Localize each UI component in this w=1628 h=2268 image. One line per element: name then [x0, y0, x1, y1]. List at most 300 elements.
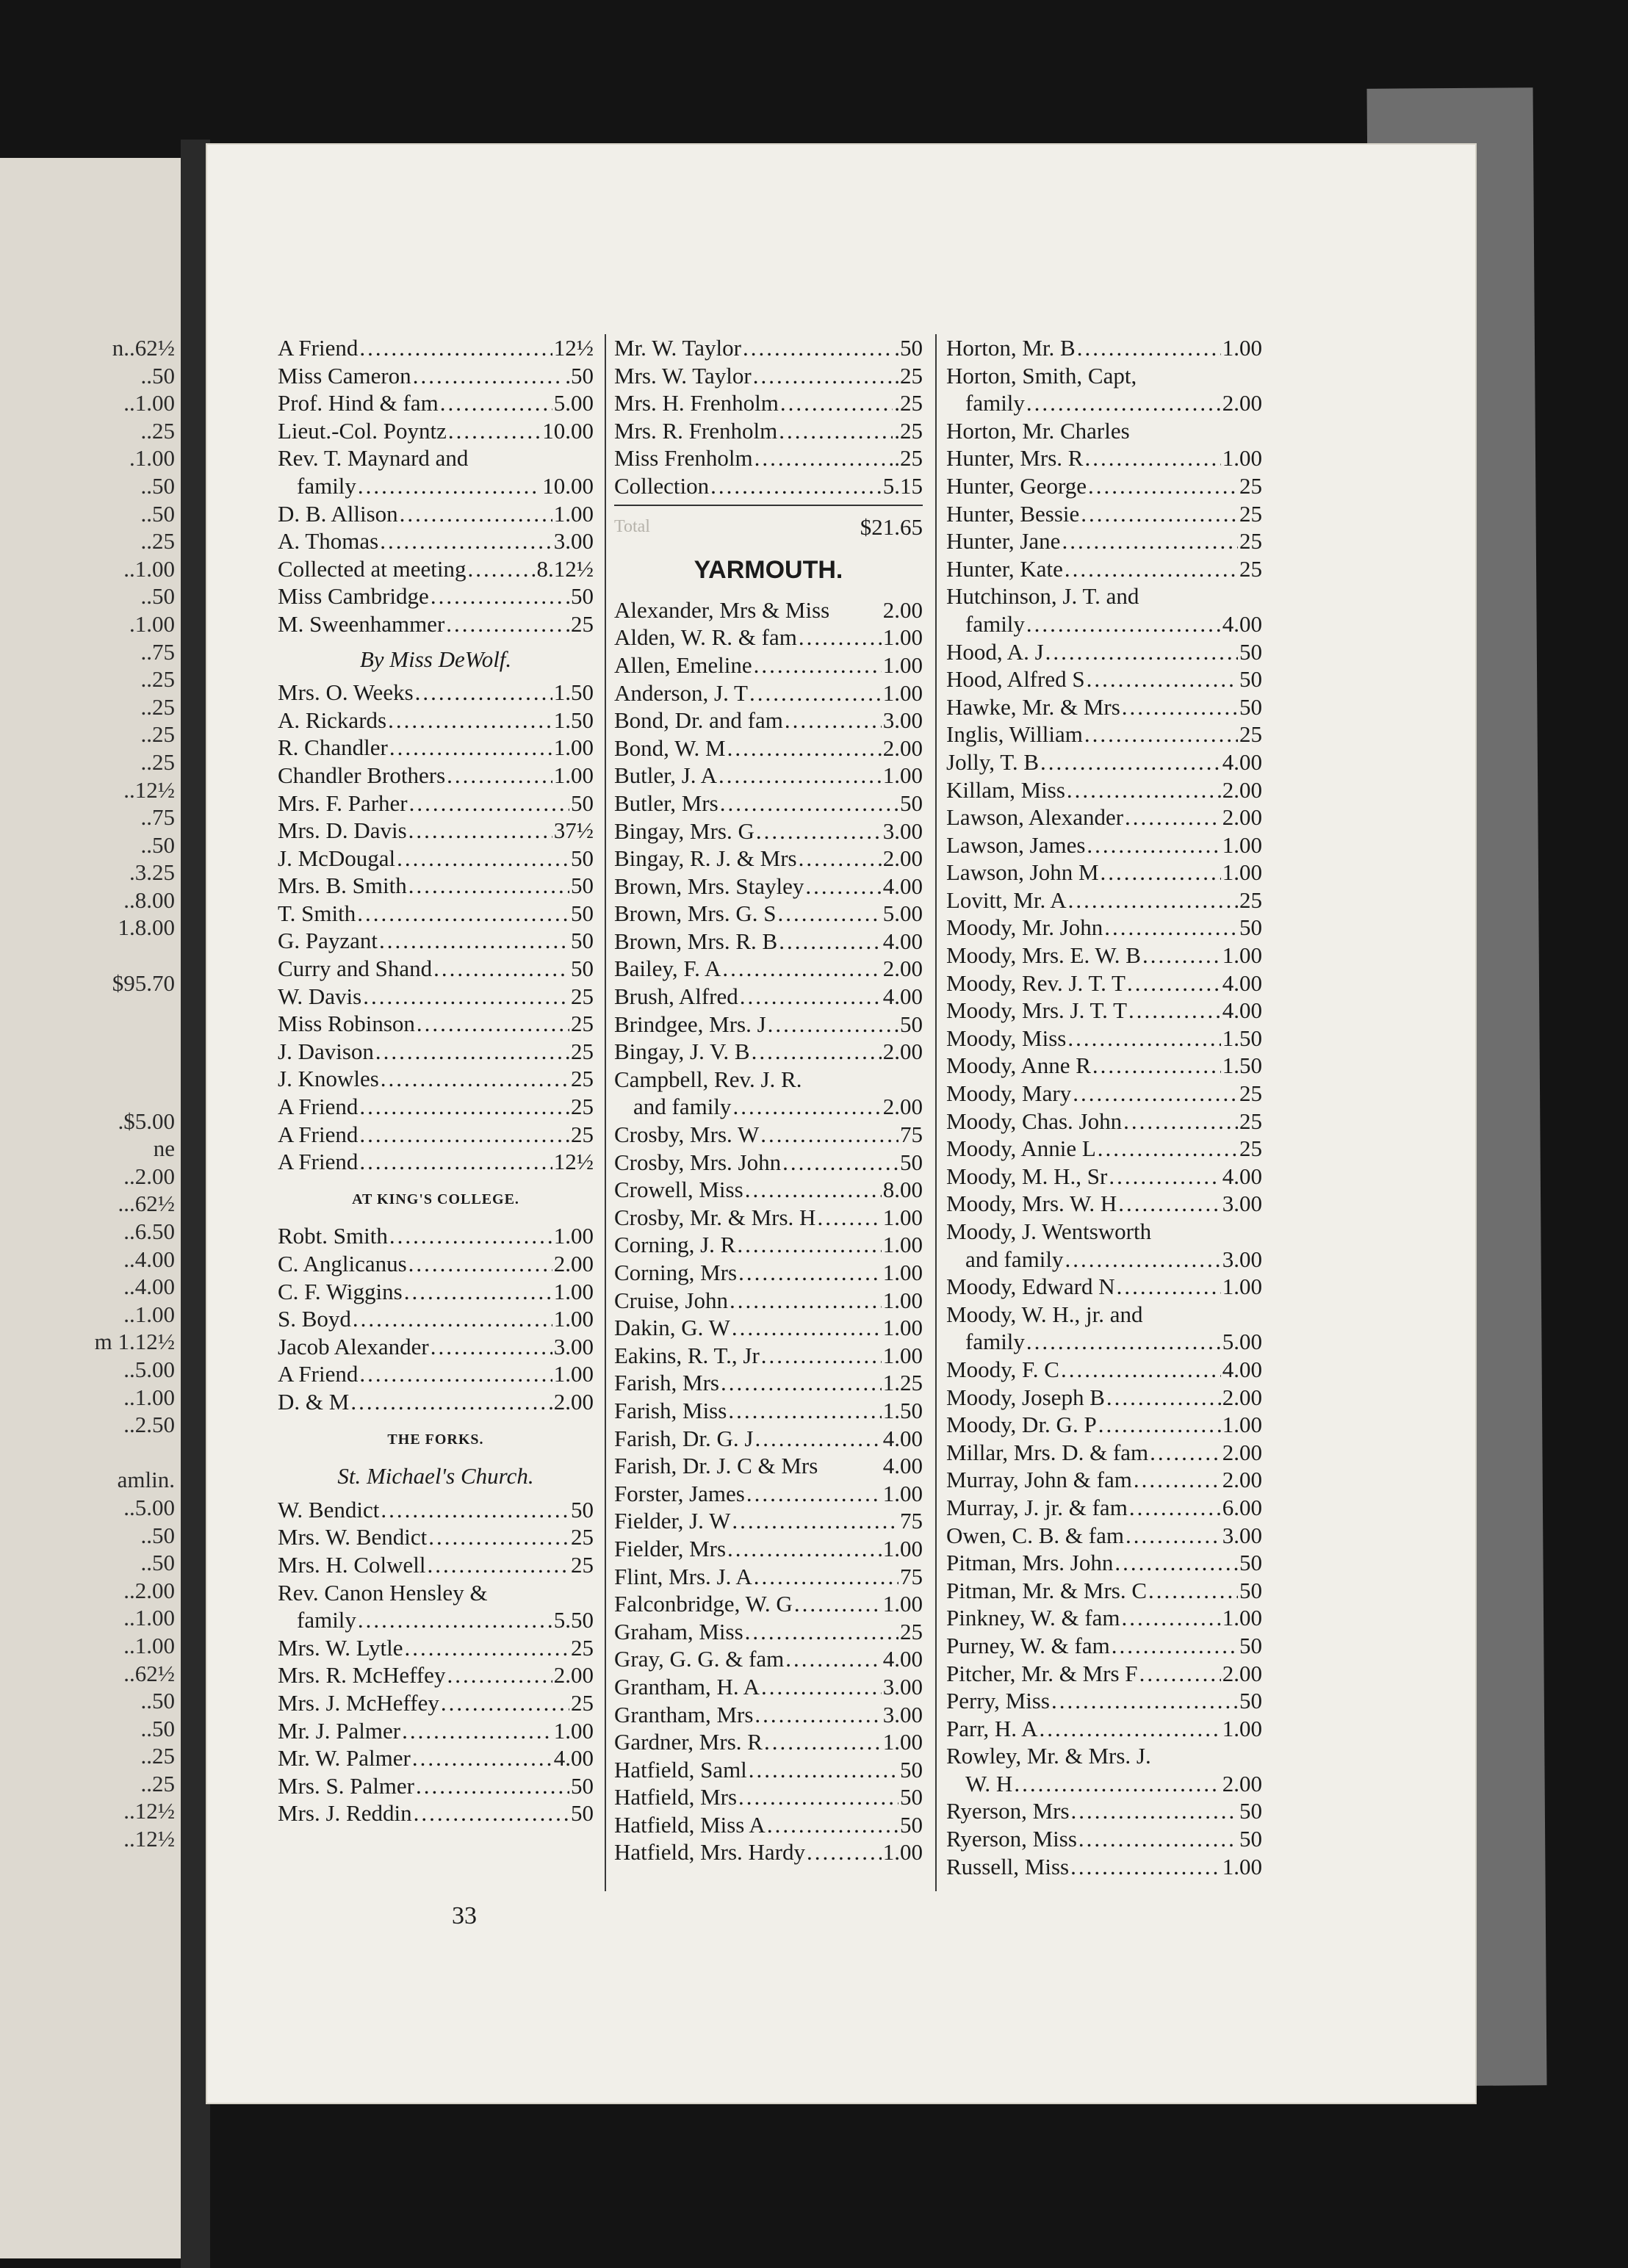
donor-entry [278, 707, 594, 734]
leader-dots [752, 1038, 882, 1066]
donor-name: W. Davis [278, 983, 362, 1009]
donor-name: Pitman, Mrs. John [946, 1550, 1114, 1576]
leader-dots [1122, 1604, 1221, 1632]
donor-name: R. Chandler [278, 734, 388, 761]
donor-entry [278, 817, 594, 845]
column-2 [614, 334, 923, 1866]
donor-name: A Friend [278, 1121, 359, 1147]
donation-amount: 1.00 [553, 1306, 594, 1332]
column-rule-2 [935, 334, 937, 1891]
donor-entry [946, 1770, 1262, 1798]
leader-dots [1109, 1163, 1220, 1191]
donor-entry [614, 362, 923, 390]
donor-name: Butler, J. A [614, 762, 717, 789]
donor-entry [278, 1717, 594, 1745]
donation-amount: 50 [571, 900, 594, 926]
donor-entry [614, 1231, 923, 1259]
leader-dots [1087, 665, 1238, 693]
donor-entry [946, 1328, 1262, 1356]
donor-entry [278, 1523, 594, 1551]
donor-entry [946, 1246, 1262, 1274]
left-page-fragment: ..1.00 [123, 1384, 175, 1410]
donor-name: Mrs. W. Taylor [614, 362, 752, 389]
donation-amount: 1.00 [882, 1535, 923, 1561]
donor-name: Bailey, F. A [614, 956, 721, 982]
donor-entry [278, 790, 594, 817]
donation-amount: 50 [571, 956, 594, 982]
donor-entry [278, 362, 594, 390]
donor-entry [614, 928, 923, 956]
donor-entry [614, 1176, 923, 1204]
leader-dots [1117, 1273, 1221, 1301]
donor-entry [614, 873, 923, 900]
donor-entry [614, 1425, 923, 1453]
leader-dots [727, 1535, 882, 1563]
donor-name: Bingay, R. J. & Mrs [614, 845, 797, 872]
donation-amount: 1.00 [553, 762, 594, 788]
donor-name: Crosby, Mrs. W [614, 1122, 760, 1148]
donor-name: Perry, Miss [946, 1688, 1050, 1714]
donor-name: Rev. Canon Hensley & [278, 1579, 488, 1606]
donor-name: Miss Robinson [278, 1011, 415, 1037]
donor-list-dewolf [278, 679, 594, 1176]
leader-dots [1087, 831, 1220, 859]
left-page-fragment: ..50 [140, 1550, 175, 1576]
donor-name: Rev. T. Maynard and [278, 445, 469, 472]
leader-dots [1088, 472, 1238, 500]
leader-dots [413, 362, 564, 390]
donor-entry [278, 555, 594, 583]
donor-entry [614, 1618, 923, 1646]
donor-list-taylor [614, 334, 923, 500]
donor-entry [614, 790, 923, 817]
leader-dots [805, 873, 881, 900]
donor-name: Killam, Miss [946, 776, 1065, 803]
donation-amount: 3.00 [553, 1333, 594, 1359]
donation-amount: 4.00 [1222, 997, 1262, 1024]
leader-dots [350, 1388, 552, 1416]
leader-dots [359, 1121, 569, 1149]
leader-dots [749, 679, 882, 707]
donation-amount: 2.00 [882, 956, 923, 982]
section-heading-kings-college: AT KING'S COLLEGE. [352, 1191, 519, 1207]
leader-dots [405, 1634, 569, 1662]
leader-dots [409, 790, 569, 817]
leader-dots [359, 334, 552, 362]
donor-name: Farish, Mrs [614, 1370, 719, 1396]
donor-entry [946, 1522, 1262, 1550]
donor-name: Hood, Alfred S [946, 666, 1085, 693]
donor-entry [278, 1689, 594, 1717]
donor-entry [946, 665, 1262, 693]
donor-entry [946, 1660, 1262, 1688]
leader-dots [428, 1551, 570, 1579]
donor-name: Murray, John & fam [946, 1467, 1132, 1493]
donation-amount: 2.00 [882, 734, 923, 761]
left-page-fragment: 1.8.00 [118, 914, 175, 941]
left-page-fragment: ..50 [140, 1522, 175, 1548]
donor-name: Moody, Chas. John [946, 1108, 1123, 1134]
donor-name: family [965, 1329, 1025, 1355]
donor-entry [614, 817, 923, 845]
donor-name: Mr. W. Taylor [614, 335, 741, 361]
donor-name: Lovitt, Mr. A [946, 886, 1067, 913]
donation-amount: 1.00 [882, 1591, 923, 1617]
donation-amount: 25 [1239, 1135, 1262, 1162]
leader-dots [1061, 1356, 1221, 1384]
left-page-fragment: ..50 [140, 1688, 175, 1714]
donor-name: Mrs. H. Colwell [278, 1551, 426, 1578]
donation-amount: .25 [565, 610, 594, 637]
donor-entry [614, 679, 923, 707]
donor-entry [614, 1673, 923, 1701]
donor-entry [614, 1121, 923, 1149]
donor-entry [946, 721, 1262, 748]
left-page-fragment: ..6.50 [123, 1218, 175, 1244]
donor-name: Owen, C. B. & fam [946, 1522, 1124, 1548]
donation-amount: 2.00 [1222, 776, 1262, 803]
leader-dots [746, 1480, 882, 1508]
leader-dots [807, 1838, 882, 1866]
left-page-fragment: ..50 [140, 472, 175, 499]
donor-name: Horton, Mr. Charles [946, 417, 1130, 444]
donor-name: Cruise, John [614, 1287, 728, 1313]
donor-name: Fielder, Mrs [614, 1535, 727, 1561]
left-page-fragment: ..62½ [123, 1660, 175, 1686]
section-heading-yarmouth: YARMOUTH. [694, 556, 843, 585]
donor-entry [614, 762, 923, 790]
donor-entry [278, 927, 594, 955]
donation-amount: 1.00 [553, 1361, 594, 1387]
leader-dots [381, 1065, 569, 1093]
donation-amount: .25 [894, 417, 923, 444]
leader-dots [431, 582, 563, 610]
left-page-fragment: ..1.00 [123, 1605, 175, 1631]
donation-amount: 50 [1239, 1550, 1262, 1576]
donation-amount: 1.50 [1222, 1052, 1262, 1079]
donation-amount: 2.00 [553, 1251, 594, 1276]
donor-name: Butler, Mrs [614, 790, 718, 816]
donation-amount: 1.50 [553, 679, 594, 706]
donation-amount: 1.00 [1222, 942, 1262, 969]
leader-dots [1084, 444, 1220, 472]
donation-amount: 37½ [553, 817, 594, 844]
donor-entry [946, 1466, 1262, 1494]
leader-dots [753, 362, 893, 390]
donor-entry [278, 1121, 594, 1149]
donor-entry [278, 444, 594, 472]
donation-amount: .50 [565, 583, 594, 610]
leader-dots [1101, 859, 1221, 886]
left-page-fragment: ..5.00 [123, 1494, 175, 1520]
donor-name: Fielder, J. W [614, 1508, 731, 1534]
leader-dots [1040, 748, 1221, 776]
donor-entry [278, 845, 594, 873]
leader-dots [732, 1093, 881, 1121]
donor-list-yarmouth [614, 596, 923, 1866]
donation-amount: 50 [1239, 1826, 1262, 1852]
leader-dots [749, 1756, 898, 1784]
left-page-fragment: ..25 [140, 1743, 175, 1769]
donor-name: Mr. J. Palmer [278, 1717, 401, 1744]
donor-name: and family [965, 1246, 1064, 1272]
leader-dots [1125, 1522, 1221, 1550]
donor-name: Brush, Alfred [614, 983, 738, 1010]
donation-amount: 25 [571, 983, 594, 1009]
donor-entry [946, 1604, 1262, 1632]
column-1 [278, 334, 594, 1827]
leader-dots [760, 1121, 898, 1149]
donation-amount: 50 [571, 790, 594, 816]
leader-dots [448, 417, 541, 445]
left-page-fragment: ..50 [140, 1715, 175, 1741]
donor-list-1 [278, 334, 594, 638]
donation-amount: 3.00 [553, 528, 594, 555]
donation-amount: 25 [1239, 472, 1262, 499]
donor-entry [946, 638, 1262, 666]
leader-dots [1071, 1797, 1238, 1825]
donation-amount: 2.00 [1222, 1660, 1262, 1686]
leader-dots [738, 1783, 898, 1811]
donation-amount: 50 [900, 1011, 923, 1037]
leader-dots [1139, 1660, 1221, 1688]
donor-name: Mrs. W. Lytle [278, 1634, 403, 1661]
donor-entry [946, 1080, 1262, 1108]
leader-dots [730, 1287, 882, 1315]
donation-amount: 75 [900, 1508, 923, 1534]
donor-entry [614, 444, 923, 472]
total-amount: $21.65 [860, 513, 923, 540]
donor-name: Pitman, Mr. & Mrs. C [946, 1577, 1148, 1603]
donation-amount: 12½ [553, 1149, 594, 1175]
donor-entry [946, 748, 1262, 776]
donor-name: Collection [614, 472, 710, 499]
donor-name: Farish, Dr. J. C & Mrs [614, 1453, 818, 1479]
leader-dots [754, 1425, 881, 1453]
donation-amount: 2.00 [882, 596, 923, 623]
leader-dots [408, 817, 552, 845]
leader-dots [397, 845, 569, 873]
donation-amount: 2.00 [882, 845, 923, 872]
donation-amount: 1.00 [1222, 445, 1262, 472]
left-page-fragment [0, 942, 175, 969]
donor-name: Mr. W. Palmer [278, 1745, 411, 1772]
donation-amount: 1.00 [882, 651, 923, 678]
leader-dots [799, 845, 882, 873]
donor-name: Falconbridge, W. G [614, 1591, 793, 1617]
donor-entry [614, 1480, 923, 1508]
donor-name: Lawson, James [946, 831, 1086, 858]
donor-entry [278, 1222, 594, 1250]
leader-dots [727, 734, 882, 762]
leader-dots [447, 762, 552, 790]
donation-amount: 2.00 [1222, 1384, 1262, 1410]
left-page-fragment: ..1.00 [123, 390, 175, 416]
donation-amount: 50 [1239, 914, 1262, 941]
donor-name: Rowley, Mr. & Mrs. J. [946, 1743, 1151, 1769]
donor-name: Mrs. R. Frenholm [614, 417, 778, 444]
donation-amount: 1.50 [882, 1397, 923, 1423]
donor-name: A Friend [278, 335, 359, 361]
leader-dots [1142, 942, 1221, 969]
donation-amount: 50 [571, 928, 594, 954]
donor-name: Ryerson, Miss [946, 1826, 1077, 1852]
leader-dots [745, 1618, 898, 1646]
leader-dots [1129, 1494, 1221, 1522]
leader-dots [389, 734, 552, 762]
leader-dots [1062, 527, 1238, 555]
donor-entry [614, 1397, 923, 1425]
leader-dots [408, 872, 569, 900]
donor-entry [946, 1797, 1262, 1825]
donor-entry [278, 1010, 594, 1038]
donor-name: Mrs. W. Bendict [278, 1524, 428, 1550]
donor-name: Inglis, William [946, 721, 1083, 748]
donor-name: Mrs. J. McHeffey [278, 1689, 439, 1716]
leader-dots [720, 790, 898, 817]
donor-name: Moody, Rev. J. T. T [946, 969, 1125, 996]
leader-dots [1092, 1052, 1221, 1080]
donor-name: A Friend [278, 1094, 359, 1120]
donor-name: A. Rickards [278, 707, 387, 733]
donor-entry [614, 1066, 923, 1094]
donation-amount: 3.00 [882, 817, 923, 844]
donor-name: C. F. Wiggins [278, 1278, 403, 1304]
page-number: 33 [452, 1902, 477, 1929]
donor-name: Hunter, Mrs. R [946, 445, 1084, 472]
leader-dots [1026, 389, 1221, 417]
leader-dots [1068, 886, 1238, 914]
leader-dots [375, 1038, 569, 1066]
donation-amount: 2.00 [882, 1039, 923, 1065]
donor-entry [946, 1356, 1262, 1384]
donor-name: C. Anglicanus [278, 1251, 407, 1276]
donor-name: Parr, H. A [946, 1715, 1038, 1741]
leader-dots [447, 1661, 552, 1689]
donation-amount: 2.00 [1222, 1770, 1262, 1796]
donation-amount: 50 [900, 790, 923, 816]
donor-name: Miss Cambridge [278, 583, 429, 610]
donor-name: Hatfield, Mrs. Hardy [614, 1839, 805, 1866]
left-page-fragment: .1.00 [129, 610, 175, 637]
total-row [614, 505, 923, 541]
donor-name: Bond, Dr. and fam [614, 707, 783, 734]
donor-name: Curry and Shand [278, 956, 433, 982]
leader-dots [1134, 1466, 1221, 1494]
donor-list-kings-college [278, 1222, 594, 1415]
donor-entry [614, 845, 923, 873]
left-page-fragment: ..25 [140, 1770, 175, 1796]
left-page-fragment: ..2.00 [123, 1163, 175, 1189]
donation-amount: 4.00 [882, 928, 923, 954]
donation-amount: 5.00 [553, 390, 594, 416]
leader-dots [428, 1523, 569, 1551]
donor-name: A Friend [278, 1361, 359, 1387]
donation-amount: 75 [900, 1122, 923, 1148]
leader-dots [1067, 776, 1221, 804]
donation-amount: 4.00 [882, 1453, 923, 1479]
donor-name: Mrs. F. Parher [278, 790, 408, 816]
donor-name: J. Knowles [278, 1066, 379, 1092]
leader-dots [358, 1606, 552, 1634]
leader-dots [799, 624, 882, 651]
donor-name: Moody, Mrs. J. T. T [946, 997, 1128, 1024]
donation-amount: 1.00 [882, 762, 923, 789]
leader-dots [414, 1799, 569, 1827]
donor-entry [278, 1065, 594, 1093]
donor-name: Hawke, Mr. & Mrs [946, 693, 1120, 720]
leader-dots [743, 334, 893, 362]
leader-dots [363, 983, 569, 1011]
donor-name: G. Payzant [278, 928, 378, 954]
donation-amount: 3.00 [882, 1673, 923, 1700]
donor-entry [946, 1163, 1262, 1191]
left-page-fragment: ..50 [140, 500, 175, 527]
leader-dots [779, 928, 882, 956]
left-page-fragment [0, 1052, 175, 1080]
donor-name: Jolly, T. B [946, 748, 1040, 775]
left-page-fragment: amlin. [117, 1467, 175, 1493]
donor-entry [614, 596, 923, 624]
donation-amount: 50 [900, 1811, 923, 1838]
donor-entry [278, 472, 594, 500]
donation-amount: 2.00 [553, 1388, 594, 1415]
donation-amount: 2.00 [1222, 804, 1262, 831]
donor-entry [946, 914, 1262, 942]
leader-dots [1150, 1439, 1221, 1467]
donation-amount: 25 [571, 1066, 594, 1092]
leader-dots [740, 983, 882, 1011]
total-label: Total [614, 516, 650, 536]
donor-entry [278, 983, 594, 1011]
donor-entry [614, 472, 923, 500]
donor-name: Robt. Smith [278, 1223, 388, 1249]
donation-amount: 4.00 [1222, 610, 1262, 637]
donation-amount: 50 [571, 1772, 594, 1799]
donor-entry [946, 1687, 1262, 1715]
section-heading-dewolf: By Miss DeWolf. [359, 646, 512, 672]
donation-amount: 3.00 [882, 707, 923, 734]
leader-dots [794, 1590, 882, 1618]
leader-dots [1114, 1549, 1238, 1577]
donation-amount: 50 [900, 1756, 923, 1783]
donation-amount: 50 [1239, 1798, 1262, 1824]
donor-name: Crowell, Miss [614, 1177, 743, 1203]
donor-entry [614, 1728, 923, 1756]
donor-entry [946, 1052, 1262, 1080]
donor-entry [614, 1756, 923, 1784]
donor-name: Ryerson, Mrs [946, 1798, 1070, 1824]
donor-name: Moody, Miss [946, 1025, 1067, 1051]
left-page-fragment [0, 1080, 175, 1108]
donation-amount: .50 [894, 335, 923, 361]
donor-entry [946, 417, 1262, 445]
donor-name: Murray, J. jr. & fam [946, 1494, 1128, 1520]
leader-dots [402, 1717, 552, 1745]
left-page-fragment: ..25 [140, 528, 175, 555]
donor-entry [278, 500, 594, 528]
donor-name: Brown, Mrs. R. B [614, 928, 778, 954]
donor-entry [946, 997, 1262, 1025]
leader-dots [785, 707, 882, 734]
donor-name: Hunter, George [946, 472, 1087, 499]
donation-amount: 25 [571, 1121, 594, 1147]
leader-dots [722, 955, 881, 983]
left-page-fragment: ..50 [140, 583, 175, 610]
donation-amount: 25 [1239, 500, 1262, 527]
donor-name: family [297, 1607, 356, 1633]
left-page-fragment [0, 1439, 175, 1467]
